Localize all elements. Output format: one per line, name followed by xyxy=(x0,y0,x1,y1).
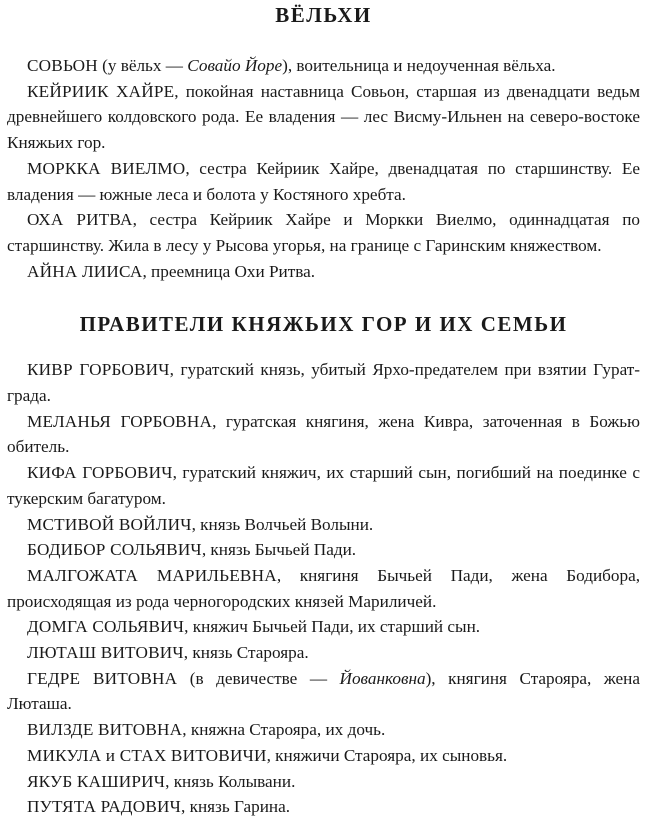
entry-mikula-stah xyxy=(7,743,640,769)
entry-name: МОРККА ВИЕЛМО xyxy=(27,158,186,178)
entry-text: , гуратский княжич, их старший сын, погибший на поединке с тукерским багатуром. xyxy=(7,463,640,508)
entry-text: , князь Бычьей Пади. xyxy=(201,540,357,560)
entry-name: МСТИВОЙ ВОЙЛИЧ xyxy=(27,514,192,534)
velhi-list xyxy=(7,53,640,284)
entry-gedre xyxy=(7,666,640,717)
entry-text: , князь Колывани. xyxy=(165,771,296,791)
rulers-list xyxy=(7,357,640,820)
entry-name: БОДИБОР СОЛЬЯВИЧ xyxy=(27,540,202,560)
entry-ayna-liisa xyxy=(7,259,640,285)
entry-keyriik-hayre xyxy=(7,79,640,156)
entry-name: ОХА РИТВА xyxy=(27,210,133,230)
entry-text: (в девичестве — xyxy=(177,668,340,688)
entry-text: ), воительница и недоученная вёльха. xyxy=(282,56,556,75)
entry-name: МИКУЛА и СТАХ ВИТОВИЧИ xyxy=(27,745,267,765)
entry-text: ), княгиня Старояра, жена Люташа. xyxy=(7,668,640,714)
entry-name: АЙНА ЛИИСА xyxy=(27,261,143,281)
entry-text: , княжич Бычьей Пади, их старший сын. xyxy=(184,617,481,637)
entry-text: (у вёльх — xyxy=(97,56,188,75)
entry-name: ВИЛЗДЕ ВИТОВНА xyxy=(27,720,183,740)
section-title-rulers: ПРАВИТЕЛИ КНЯЖЬИХ ГОР И ИХ СЕМЬИ xyxy=(79,312,568,337)
entry-kifa xyxy=(7,460,640,511)
entry-morkka-vielmo xyxy=(7,156,640,207)
entry-name: МЕЛАНЬЯ ГОРБОВНА xyxy=(27,411,213,431)
entry-name: ЯКУБ КАШИРИЧ xyxy=(27,771,166,791)
entry-alias: Совайо Йоре xyxy=(187,56,283,75)
entry-malgozhata xyxy=(7,563,640,614)
entry-name: ПУТЯТА РАДОВИЧ xyxy=(27,797,181,817)
entry-bodibor xyxy=(7,537,640,563)
entry-name: ЛЮТАШ ВИТОВИЧ xyxy=(27,643,184,663)
entry-text: , княжна Старояра, их дочь. xyxy=(182,720,386,740)
entry-name: МАЛГОЖАТА МАРИЛЬЕВНА xyxy=(27,565,277,585)
entry-domga xyxy=(7,614,640,640)
entry-text: , княгиня Бычьей Пади, жена Бодибора, происходящая из рода черногородских князей Мариличей. xyxy=(7,565,640,611)
entry-text: , гуратский князь, убитый Ярхо-предателем при взятии Гурат-града. xyxy=(7,360,640,406)
entry-melanya xyxy=(7,409,640,460)
entry-text: , сестра Кейриик Хайре и Моркки Виелмо, одиннадцатая по старшинству. Жила в лесу у Рысова угорья, на границе с Гаринским княжеством. xyxy=(7,210,640,255)
entry-vilzde xyxy=(7,717,640,743)
entry-text: , преемница Охи Ритва. xyxy=(142,261,316,281)
entry-text: , покойная наставница Совьон, старшая из двенадцати ведьм древнейшего колдовского рода. Ее владения — лес Висму-Ильнен на северо-востоке Княжьих гор. xyxy=(7,81,640,153)
entry-text: , князь Волчьей Волыни. xyxy=(191,514,374,534)
entry-name: КИВР ГОРБОВИЧ xyxy=(27,360,170,380)
entry-text: , гуратская княгиня, жена Кивра, заточенная в Божью обитель. xyxy=(7,411,640,457)
entry-name: КИФА ГОРБОВИЧ xyxy=(27,463,173,483)
entry-name: ГЕДРЕ ВИТОВНА xyxy=(27,668,178,688)
entry-yakub xyxy=(7,769,640,795)
entry-text: , князь Гарина. xyxy=(181,797,291,817)
entry-name: КЕЙРИИК ХАЙРЕ xyxy=(27,81,175,101)
entry-oha-ritva xyxy=(7,207,640,258)
entry-text: , сестра Кейриик Хайре, двенадцатая по старшинству. Ее владения — южные леса и болота у Костяного хребта. xyxy=(7,158,640,204)
entry-sovon xyxy=(7,53,640,79)
entry-text: , княжичи Старояра, их сыновья. xyxy=(266,745,508,765)
entry-alias: Йованковна xyxy=(339,668,426,688)
entry-text: , князь Старояра. xyxy=(183,643,309,663)
entry-mstivoy xyxy=(7,512,640,538)
entry-putyata xyxy=(7,794,640,820)
entry-lyutash xyxy=(7,640,640,666)
entry-name: СОВЬОН xyxy=(27,56,98,75)
entry-kivr xyxy=(7,357,640,408)
entry-name: ДОМГА СОЛЬЯВИЧ xyxy=(27,617,185,637)
section-title-velhi: ВЁЛЬХИ xyxy=(275,3,372,27)
